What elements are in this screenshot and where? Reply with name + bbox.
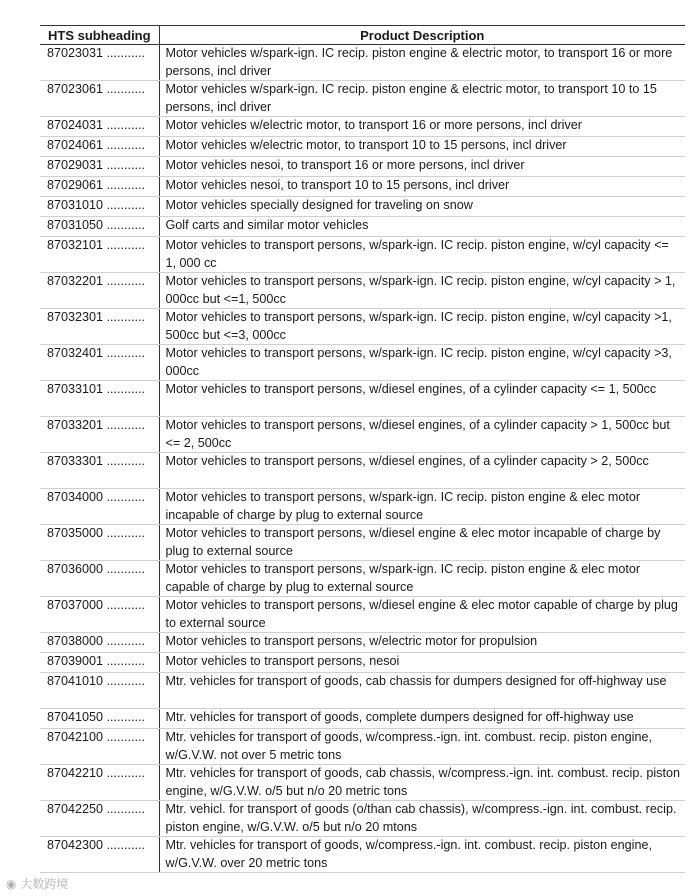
hts-code-cell: 87038000 ...........	[40, 633, 159, 653]
hts-code-cell: 87029061 ...........	[40, 177, 159, 197]
table-body	[40, 45, 685, 873]
hts-code-cell: 87033201 ...........	[40, 417, 159, 453]
table-row	[40, 525, 685, 561]
product-description-cell: Motor vehicles to transport persons, w/diesel engines, of a cylinder capacity <= 1, 500cc	[159, 381, 685, 417]
product-description-cell: Mtr. vehicles for transport of goods, complete dumpers designed for off-highway use	[159, 709, 685, 729]
hts-code-cell: 87042250 ...........	[40, 801, 159, 837]
product-description-cell: Motor vehicles to transport persons, w/electric motor for propulsion	[159, 633, 685, 653]
product-description-cell: Motor vehicles to transport persons, w/spark-ign. IC recip. piston engine & elec motor incapable of charge by plug to external source	[159, 489, 685, 525]
table-row	[40, 765, 685, 801]
hts-code-cell: 87035000 ...........	[40, 525, 159, 561]
hts-code-cell: 87032201 ...........	[40, 273, 159, 309]
table-row	[40, 197, 685, 217]
hts-code-cell: 87023061 ...........	[40, 81, 159, 117]
product-description-cell: Motor vehicles nesoi, to transport 10 to 15 persons, incl driver	[159, 177, 685, 197]
table-row	[40, 673, 685, 709]
product-description-cell: Motor vehicles to transport persons, w/spark-ign. IC recip. piston engine, w/cyl capacity > 1, 000cc but <=1, 500cc	[159, 273, 685, 309]
watermark-text: 大数跨境	[20, 877, 69, 891]
hts-code-cell: 87033101 ...........	[40, 381, 159, 417]
column-header-hts-subheading: HTS subheading	[40, 26, 159, 45]
product-description-cell: Motor vehicles specially designed for traveling on snow	[159, 197, 685, 217]
product-description-cell: Motor vehicles w/electric motor, to transport 10 to 15 persons, incl driver	[159, 137, 685, 157]
product-description-cell: Motor vehicles to transport persons, w/spark-ign. IC recip. piston engine, w/cyl capacity <= 1, 000 cc	[159, 237, 685, 273]
watermark-logo	[6, 875, 68, 892]
product-description-cell: Motor vehicles to transport persons, w/diesel engines, of a cylinder capacity > 1, 500cc but <= 2, 500cc	[159, 417, 685, 453]
table-row	[40, 837, 685, 873]
table-row	[40, 309, 685, 345]
product-description-cell: Mtr. vehicles for transport of goods, w/compress.-ign. int. combust. recip. piston engine, w/G.V.W. not over 5 metric tons	[159, 729, 685, 765]
product-description-cell: Motor vehicles to transport persons, w/spark-ign. IC recip. piston engine, w/cyl capacity >3, 000cc	[159, 345, 685, 381]
table-row	[40, 273, 685, 309]
table-row	[40, 597, 685, 633]
table-row	[40, 453, 685, 489]
product-description-cell: Motor vehicles to transport persons, nesoi	[159, 653, 685, 673]
product-description-cell: Golf carts and similar motor vehicles	[159, 217, 685, 237]
hts-code-cell: 87039001 ...........	[40, 653, 159, 673]
table-row	[40, 217, 685, 237]
hts-code-cell: 87032301 ...........	[40, 309, 159, 345]
table-row	[40, 81, 685, 117]
table-row	[40, 633, 685, 653]
hts-product-table	[40, 25, 685, 873]
table-row	[40, 137, 685, 157]
hts-code-cell: 87042210 ...........	[40, 765, 159, 801]
product-description-cell: Motor vehicles w/electric motor, to transport 16 or more persons, incl driver	[159, 117, 685, 137]
table-row	[40, 801, 685, 837]
product-description-cell: Mtr. vehicl. for transport of goods (o/than cab chassis), w/compress.-ign. int. combust. recip. piston engine, w/G.V.W. o/5 but n/o 20 mtons	[159, 801, 685, 837]
hts-code-cell: 87024031 ...........	[40, 117, 159, 137]
product-description-cell: Motor vehicles to transport persons, w/diesel engines, of a cylinder capacity > 2, 500cc	[159, 453, 685, 489]
hts-table-container	[40, 25, 685, 873]
table-row	[40, 237, 685, 273]
hts-code-cell: 87023031 ...........	[40, 45, 159, 81]
hts-code-cell: 87024061 ...........	[40, 137, 159, 157]
table-row	[40, 489, 685, 525]
product-description-cell: Motor vehicles to transport persons, w/spark-ign. IC recip. piston engine & elec motor capable of charge by plug to external source	[159, 561, 685, 597]
hts-code-cell: 87041010 ...........	[40, 673, 159, 709]
column-header-product-description: Product Description	[159, 26, 685, 45]
table-row	[40, 45, 685, 81]
table-row	[40, 653, 685, 673]
table-row	[40, 177, 685, 197]
table-row	[40, 117, 685, 137]
product-description-cell: Motor vehicles nesoi, to transport 16 or more persons, incl driver	[159, 157, 685, 177]
table-row	[40, 709, 685, 729]
hts-code-cell: 87037000 ...........	[40, 597, 159, 633]
watermark-icon: ◉	[6, 877, 17, 891]
table-row	[40, 345, 685, 381]
product-description-cell: Motor vehicles to transport persons, w/spark-ign. IC recip. piston engine, w/cyl capacity >1, 500cc but <=3, 000cc	[159, 309, 685, 345]
hts-code-cell: 87041050 ...........	[40, 709, 159, 729]
product-description-cell: Mtr. vehicles for transport of goods, cab chassis, w/compress.-ign. int. combust. recip. piston engine, w/G.V.W. o/5 but n/o 20 metric tons	[159, 765, 685, 801]
hts-code-cell: 87034000 ...........	[40, 489, 159, 525]
hts-code-cell: 87033301 ...........	[40, 453, 159, 489]
table-row	[40, 157, 685, 177]
table-row	[40, 561, 685, 597]
table-row	[40, 417, 685, 453]
product-description-cell: Motor vehicles w/spark-ign. IC recip. piston engine & electric motor, to transport 16 or more persons, incl driver	[159, 45, 685, 81]
hts-code-cell: 87029031 ...........	[40, 157, 159, 177]
hts-code-cell: 87032401 ...........	[40, 345, 159, 381]
hts-code-cell: 87031010 ...........	[40, 197, 159, 217]
hts-code-cell: 87042300 ...........	[40, 837, 159, 873]
product-description-cell: Mtr. vehicles for transport of goods, cab chassis for dumpers designed for off-highway use	[159, 673, 685, 709]
hts-code-cell: 87036000 ...........	[40, 561, 159, 597]
table-row	[40, 729, 685, 765]
table-row	[40, 381, 685, 417]
table-header	[40, 26, 685, 45]
hts-code-cell: 87032101 ...........	[40, 237, 159, 273]
product-description-cell: Motor vehicles w/spark-ign. IC recip. piston engine & electric motor, to transport 10 to 15 persons, incl driver	[159, 81, 685, 117]
product-description-cell: Mtr. vehicles for transport of goods, w/compress.-ign. int. combust. recip. piston engine, w/G.V.W. over 20 metric tons	[159, 837, 685, 873]
product-description-cell: Motor vehicles to transport persons, w/diesel engine & elec motor incapable of charge by plug to external source	[159, 525, 685, 561]
hts-code-cell: 87031050 ...........	[40, 217, 159, 237]
header-row	[40, 26, 685, 45]
product-description-cell: Motor vehicles to transport persons, w/diesel engine & elec motor capable of charge by plug to external source	[159, 597, 685, 633]
hts-code-cell: 87042100 ...........	[40, 729, 159, 765]
